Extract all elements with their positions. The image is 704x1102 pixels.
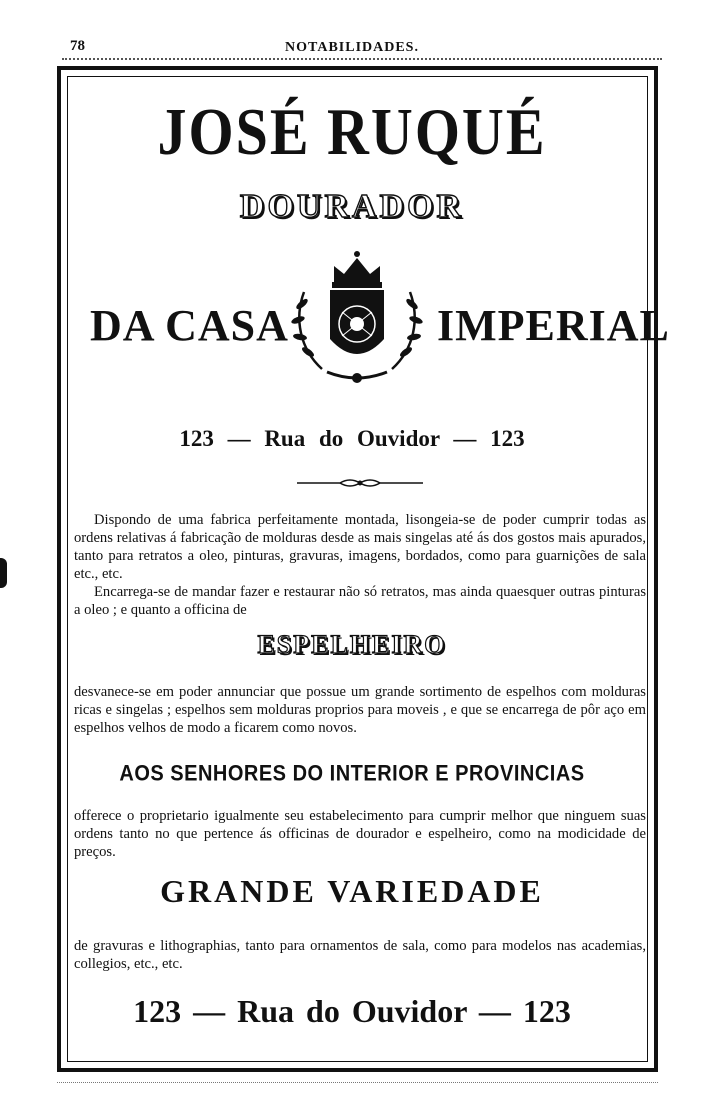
advertiser-name: JOSÉ RUQUÉ (157, 94, 547, 169)
paragraph-proprietario: offerece o proprietario igualmente seu estabelecimento para cumprir melhor que ninguem suas ordens tanto no que pertence ás officinas de dourador e espelheiro, como na modicidade de preços. (74, 808, 646, 860)
imperial-coat-of-arms-icon (282, 244, 432, 394)
page-number: 78 (70, 38, 85, 54)
trade-title: DOURADOR (239, 188, 465, 225)
paragraph-gravuras: de gravuras e lithographias, tanto para ornamentos de sala, como para modelos nas academias, collegios, etc., etc. (74, 938, 646, 972)
flourish-ornament-icon (295, 477, 425, 489)
house-left-text: DA CASA (90, 301, 289, 350)
section-heading-espelheiro: ESPELHEIRO (257, 630, 447, 659)
paragraph-espelhos: desvanece-se em poder annunciar que possue um grande sortimento de espelhos com molduras ricas e singelas ; espelhos sem molduras proprios para moveis , e que se encarrega de pôr aço em espelhos velhos de modo a ficarem como novos. (74, 684, 646, 736)
house-right-text: IMPERIAL (437, 301, 670, 350)
section-heading-variedade: GRANDE VARIEDADE (160, 873, 544, 909)
footer-address: 123 — Rua do Ouvidor — 123 (133, 993, 571, 1029)
header-rule (62, 58, 662, 60)
bottom-rule (57, 1082, 658, 1083)
page-edge-mark (0, 558, 7, 588)
address-line: 123 — Rua do Ouvidor — 123 (179, 426, 525, 451)
running-title: NOTABILIDADES. (285, 40, 419, 55)
section-heading-provincias: AOS SENHORES DO INTERIOR E PROVINCIAS (119, 761, 585, 787)
paragraph-fabrica: Dispondo de uma fabrica perfeitamente montada, lisongeia-se de poder cumprir todas as ordens relativas á fabricação de molduras desde as mais singelas até ás dos gostos mais apurados, tanto para retratos a oleo, pinturas, gravuras, imagens, bordados, como para guarnições de sala etc., etc. (74, 512, 646, 582)
paragraph-encarrega: Encarrega-se de mandar fazer e restaurar não só retratos, mas ainda quaesquer outras pinturas a oleo ; e quanto a officina de (74, 584, 646, 618)
